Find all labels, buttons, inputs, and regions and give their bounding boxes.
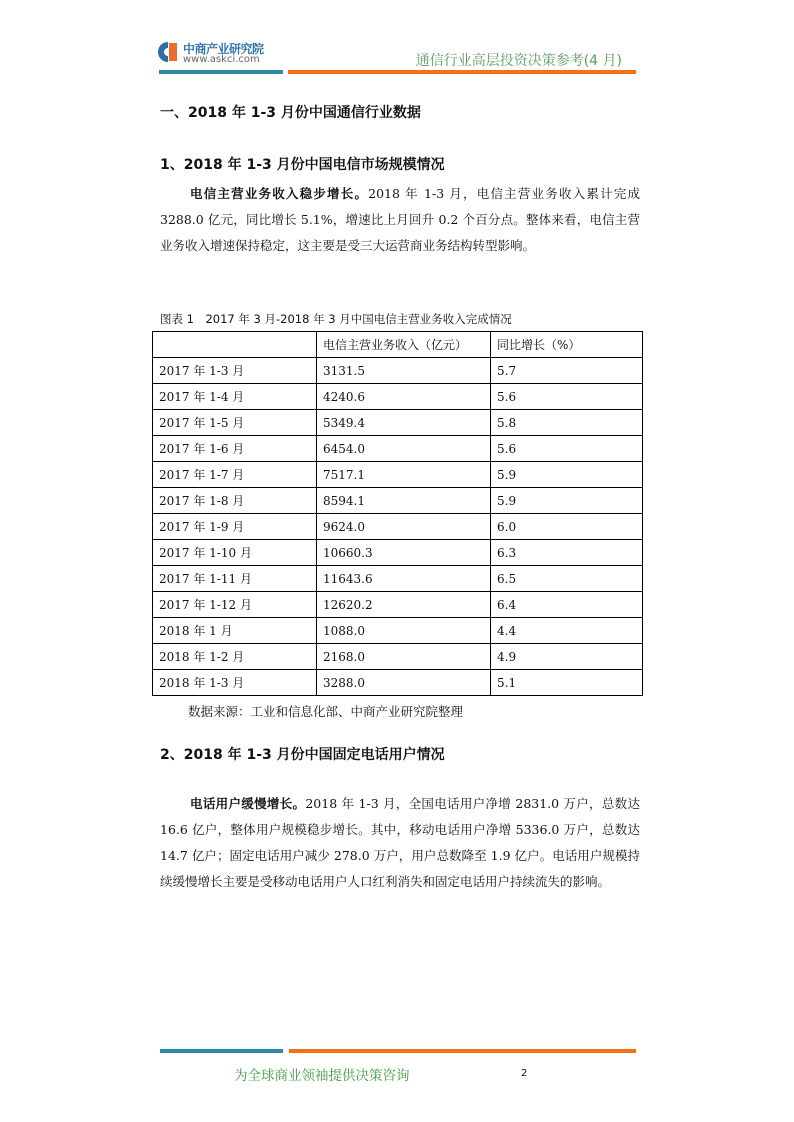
body-text: 2018 年 1-3 月，电信主营业务收入累计完成 3288.0 亿元，同比增长 5.1%，增速比上月回升 0.2 个百分点。整体来看，电信主营业务收入增速保持稳定，这主要是受三大运营商业务结构转型影响。 bbox=[160, 186, 640, 253]
header-divider-orange bbox=[288, 70, 636, 74]
table-cell: 2017 年 1-4 月 bbox=[153, 384, 317, 410]
table-cell: 2017 年 1-6 月 bbox=[153, 436, 317, 462]
table-cell: 5.9 bbox=[491, 488, 643, 514]
table-row bbox=[153, 644, 643, 670]
table-cell: 12620.2 bbox=[317, 592, 491, 618]
table-cell: 4240.6 bbox=[317, 384, 491, 410]
data-source: 数据来源：工业和信息化部、中商产业研究院整理 bbox=[188, 704, 464, 719]
table-cell: 2018 年 1 月 bbox=[153, 618, 317, 644]
table-row bbox=[153, 488, 643, 514]
table-row bbox=[153, 514, 643, 540]
table-row bbox=[153, 566, 643, 592]
table-cell: 6454.0 bbox=[317, 436, 491, 462]
page-number: 2 bbox=[521, 1068, 528, 1079]
header-cell: 电信主营业务收入（亿元） bbox=[317, 332, 491, 358]
section-1-title: 1、2018 年 1-3 月份中国电信市场规模情况 bbox=[160, 157, 445, 173]
table-cell: 2018 年 1-2 月 bbox=[153, 644, 317, 670]
table-cell: 6.0 bbox=[491, 514, 643, 540]
table-cell: 5.1 bbox=[491, 670, 643, 696]
table-row bbox=[153, 358, 643, 384]
table-row bbox=[153, 436, 643, 462]
section-2-title: 2、2018 年 1-3 月份中国固定电话用户情况 bbox=[160, 747, 445, 763]
heading-1: 一、2018 年 1-3 月份中国通信行业数据 bbox=[160, 105, 421, 121]
table-cell: 4.4 bbox=[491, 618, 643, 644]
logo-url: www.askci.com bbox=[183, 54, 260, 65]
table-cell: 1088.0 bbox=[317, 618, 491, 644]
table-cell: 5.7 bbox=[491, 358, 643, 384]
table-cell: 7517.1 bbox=[317, 462, 491, 488]
table-cell: 3131.5 bbox=[317, 358, 491, 384]
table-row bbox=[153, 618, 643, 644]
table-cell: 2017 年 1-5 月 bbox=[153, 410, 317, 436]
section-1-paragraph bbox=[160, 181, 640, 259]
table-cell: 10660.3 bbox=[317, 540, 491, 566]
logo-icon bbox=[158, 40, 178, 64]
table-cell: 2017 年 1-8 月 bbox=[153, 488, 317, 514]
lead-text: 电信主营业务收入稳步增长。 bbox=[190, 186, 369, 201]
table-cell: 2017 年 1-12 月 bbox=[153, 592, 317, 618]
header-cell: 同比增长（%） bbox=[491, 332, 643, 358]
table-row bbox=[153, 410, 643, 436]
logo-name: 中商产业研究院 bbox=[183, 42, 264, 56]
table-cell: 3288.0 bbox=[317, 670, 491, 696]
table-row bbox=[153, 592, 643, 618]
table-cell: 5.8 bbox=[491, 410, 643, 436]
table-cell: 6.3 bbox=[491, 540, 643, 566]
section-2-paragraph bbox=[160, 791, 640, 895]
table-cell: 6.4 bbox=[491, 592, 643, 618]
table-row bbox=[153, 670, 643, 696]
table-cell: 6.5 bbox=[491, 566, 643, 592]
table-row bbox=[153, 384, 643, 410]
footer-divider-orange bbox=[289, 1049, 636, 1053]
table-header-row bbox=[153, 332, 643, 358]
table-row bbox=[153, 462, 643, 488]
table-cell: 2017 年 1-9 月 bbox=[153, 514, 317, 540]
table-cell: 5349.4 bbox=[317, 410, 491, 436]
table-cell: 5.6 bbox=[491, 384, 643, 410]
table-cell: 8594.1 bbox=[317, 488, 491, 514]
table-cell: 2018 年 1-3 月 bbox=[153, 670, 317, 696]
table-caption: 图表 1 2017 年 3 月-2018 年 3 月中国电信主营业务收入完成情况 bbox=[160, 312, 512, 326]
footer-slogan: 为全球商业领袖提供决策咨询 bbox=[234, 1068, 410, 1084]
footer-divider-teal bbox=[160, 1049, 283, 1053]
header-title: 通信行业高层投资决策参考(4 月) bbox=[415, 53, 622, 69]
lead-text: 电话用户缓慢增长。 bbox=[190, 796, 306, 811]
table-cell: 5.6 bbox=[491, 436, 643, 462]
table-cell: 2017 年 1-11 月 bbox=[153, 566, 317, 592]
table-cell: 2017 年 1-7 月 bbox=[153, 462, 317, 488]
table-cell: 4.9 bbox=[491, 644, 643, 670]
revenue-table bbox=[152, 331, 643, 696]
table-row bbox=[153, 540, 643, 566]
table-cell: 2017 年 1-3 月 bbox=[153, 358, 317, 384]
table-cell: 5.9 bbox=[491, 462, 643, 488]
table-cell: 2168.0 bbox=[317, 644, 491, 670]
header-cell bbox=[153, 332, 317, 358]
table-cell: 9624.0 bbox=[317, 514, 491, 540]
header-divider-teal bbox=[159, 70, 283, 74]
table-cell: 2017 年 1-10 月 bbox=[153, 540, 317, 566]
body-text: 2018 年 1-3 月，全国电话用户净增 2831.0 万户，总数达 16.6 亿户，整体用户规模稳步增长。其中，移动电话用户净增 5336.0 万户，总数达 14.7 亿户；固定电话用户减少 278.0 万户，用户总数降至 1.9 亿户。电话用户规模持续缓慢增长主要是受移动电话用户人口红利消失和固定电话用户持续流失的影响。 bbox=[160, 796, 640, 889]
table-cell: 11643.6 bbox=[317, 566, 491, 592]
